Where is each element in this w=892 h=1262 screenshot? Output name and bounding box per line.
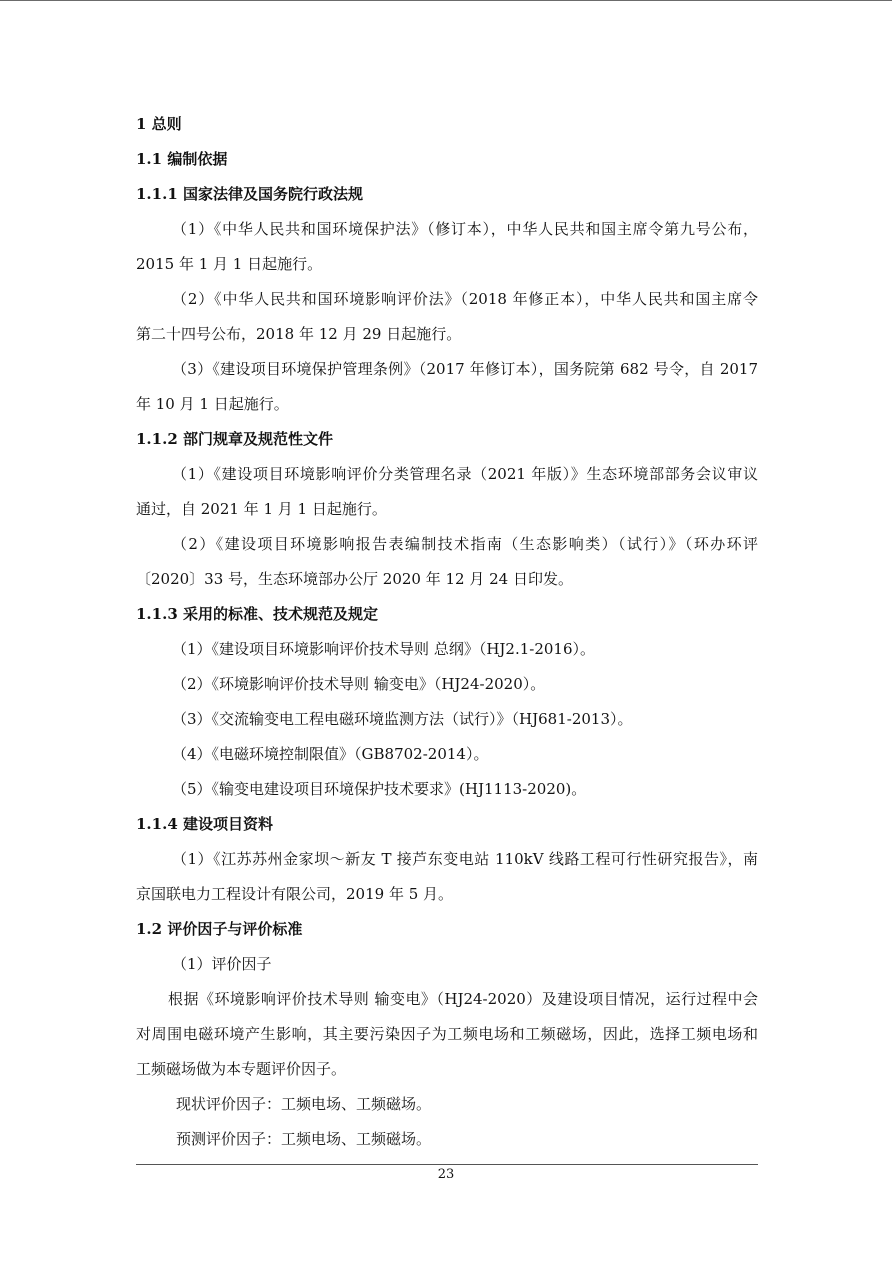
page-number: 23: [437, 1167, 455, 1182]
law-2-line-2: 第二十四号公布，2018 年 12 月 29 日起施行。: [136, 325, 462, 343]
standard-item-4: （4）《电磁环境控制限值》（GB8702-2014）。: [172, 745, 489, 763]
standard-item-1: （1）《建设项目环境影响评价技术导则 总纲》（HJ2.1-2016）。: [172, 640, 596, 658]
data-1-line-1: （1）《江苏苏州金家坝～新友 T 接芦东变电站 110kV 线路工程可行性研究报告》，南: [172, 850, 758, 868]
reg-1-line-1: （1）《建设项目环境影响评价分类管理名录（2021 年版）》生态环境部部务会议审议: [172, 465, 758, 483]
factor-paragraph-line-1: 根据《环境影响评价技术导则 输变电》（HJ24-2020）及建设项目情况，运行过程中会: [168, 990, 758, 1008]
data-1-line-2: 京国联电力工程设计有限公司，2019 年 5 月。: [136, 885, 454, 903]
heading-project-data: 1.1.4 建设项目资料: [136, 815, 273, 833]
heading-factors-standards: 1.2 评价因子与评价标准: [136, 920, 303, 938]
law-2-line-1: （2）《中华人民共和国环境影响评价法》（2018 年修正本），中华人民共和国主席令: [172, 290, 758, 308]
factor-paragraph-line-2: 对周围电磁环境产生影响，其主要污染因子为工频电场和工频磁场，因此，选择工频电场和: [136, 1025, 758, 1043]
reg-2-line-2: 〔2020〕33 号，生态环境部办公厅 2020 年 12 月 24 日印发。: [136, 570, 573, 588]
heading-regulations: 1.1.2 部门规章及规范性文件: [136, 430, 333, 448]
law-3-line-2: 年 10 月 1 日起施行。: [136, 395, 289, 413]
law-3-line-1: （3）《建设项目环境保护管理条例》（2017 年修订本），国务院第 682 号令，自 2017: [172, 360, 758, 378]
heading-standards: 1.1.3 采用的标准、技术规范及规定: [136, 605, 378, 623]
current-evaluation-factor: 现状评价因子：工频电场、工频磁场。: [176, 1095, 432, 1113]
standard-item-5: （5）《输变电建设项目环境保护技术要求》(HJ1113-2020)。: [172, 780, 587, 798]
document-body: [136, 107, 758, 1157]
standard-item-2: （2）《环境影响评价技术导则 输变电》（HJ24-2020）。: [172, 675, 546, 693]
footer-divider: [136, 1164, 758, 1165]
law-1-line-2: 2015 年 1 月 1 日起施行。: [136, 255, 323, 273]
reg-2-line-1: （2）《建设项目环境影响报告表编制技术指南（生态影响类）（试行）》（环办环评: [172, 535, 758, 553]
prediction-evaluation-factor: 预测评价因子：工频电场、工频磁场。: [176, 1130, 432, 1148]
heading-general: 1 总则: [136, 115, 182, 133]
factor-label: （1）评价因子: [172, 955, 272, 973]
heading-basis: 1.1 编制依据: [136, 150, 228, 168]
standard-item-3: （3）《交流输变电工程电磁环境监测方法（试行）》（HJ681-2013）。: [172, 710, 633, 728]
reg-1-line-2: 通过，自 2021 年 1 月 1 日起施行。: [136, 500, 387, 518]
factor-paragraph-line-3: 工频磁场做为本专题评价因子。: [136, 1060, 347, 1078]
heading-national-laws: 1.1.1 国家法律及国务院行政法规: [136, 185, 363, 203]
law-1-line-1: （1）《中华人民共和国环境保护法》（修订本），中华人民共和国主席令第九号公布，: [172, 220, 758, 238]
